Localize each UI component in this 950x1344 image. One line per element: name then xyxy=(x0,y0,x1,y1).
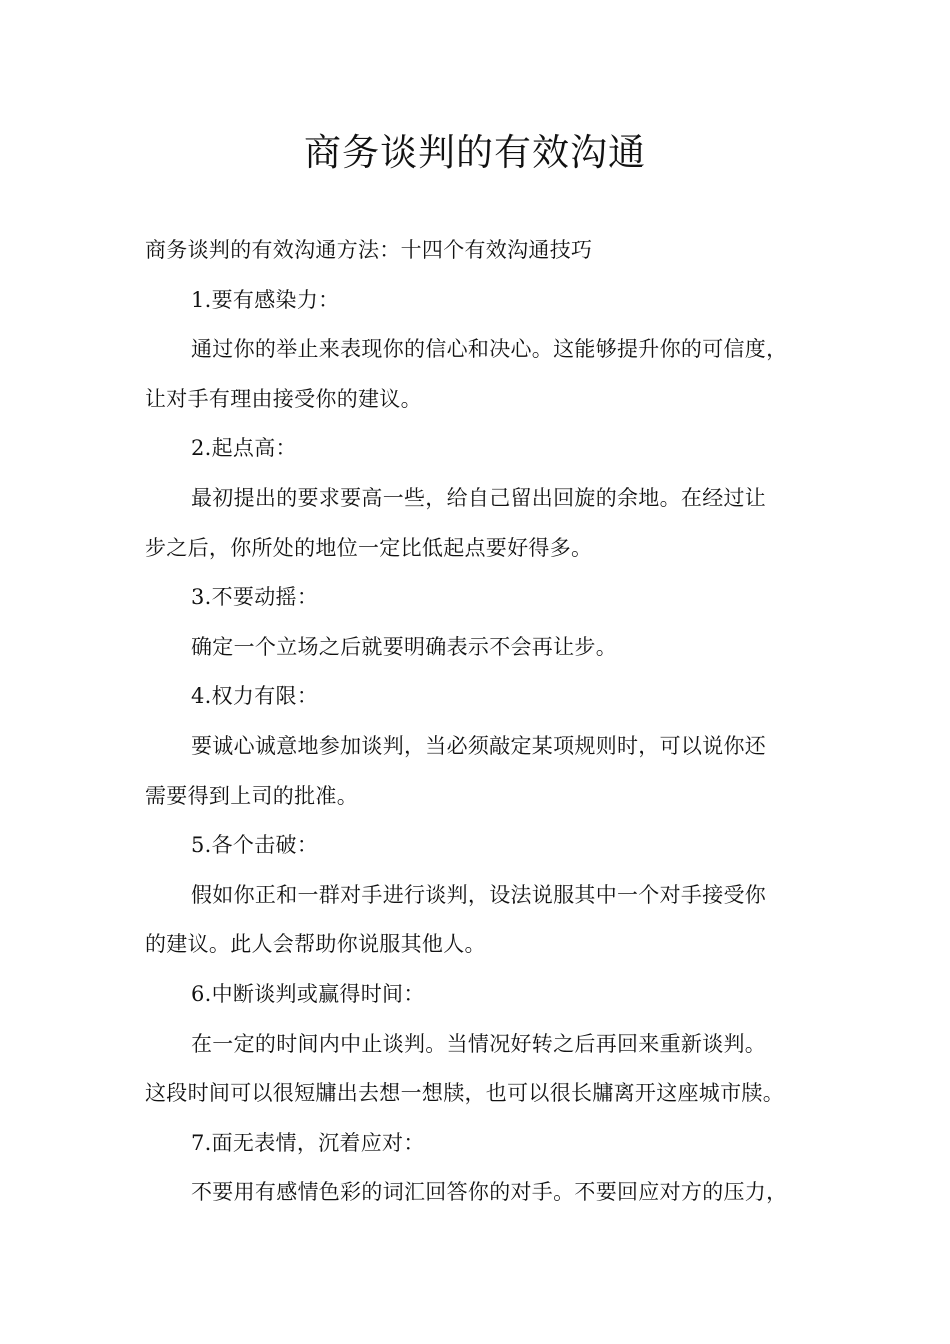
heading-7: 7.面无表情，沉着应对： xyxy=(191,1130,425,1155)
paragraph-2-line-2: 步之后，你所处的地位一定比低起点要好得多。 xyxy=(145,535,593,560)
intro-line: 商务谈判的有效沟通方法：十四个有效沟通技巧 xyxy=(145,238,593,262)
paragraph-6-line-1: 在一定的时间内中止谈判。当情况好转之后再回来重新谈判。 xyxy=(191,1031,767,1056)
paragraph-5-line-2: 的建议。此人会帮助你说服其他人。 xyxy=(145,932,486,957)
paragraph-5-line-1: 假如你正和一群对手进行谈判，设法说服其中一个对手接受你 xyxy=(191,882,767,907)
paragraph-3-line-1: 确定一个立场之后就要明确表示不会再让步。 xyxy=(191,634,617,659)
paragraph-4-line-2: 需要得到上司的批准。 xyxy=(145,783,358,808)
heading-3: 3.不要动摇： xyxy=(191,585,319,610)
heading-6: 6.中断谈判或赢得时间： xyxy=(191,981,425,1006)
paragraph-2-line-1: 最初提出的要求要高一些，给自己留出回旋的余地。在经过让 xyxy=(191,485,767,510)
paragraph-1-line-1: 通过你的举止来表现你的信心和决心。这能够提升你的可信度， xyxy=(191,337,788,362)
paragraph-1-line-2: 让对手有理由接受你的建议。 xyxy=(145,386,422,411)
document-body xyxy=(145,226,815,1218)
paragraph-4-line-1: 要诚心诚意地参加谈判，当必须敲定某项规则时，可以说你还 xyxy=(191,733,767,758)
paragraph-7-line-1: 不要用有感情色彩的词汇回答你的对手。不要回应对方的压力， xyxy=(191,1180,788,1205)
paragraph-6-line-2: 这段时间可以很短牗出去想一想牍，也可以很长牗离开这座城市牍。 xyxy=(145,1081,784,1106)
heading-1: 1.要有感染力： xyxy=(191,287,340,312)
heading-4: 4.权力有限： xyxy=(191,684,319,709)
document-title: 商务谈判的有效沟通 xyxy=(304,131,646,174)
heading-5: 5.各个击破： xyxy=(191,833,319,858)
heading-2: 2.起点高： xyxy=(191,436,297,461)
